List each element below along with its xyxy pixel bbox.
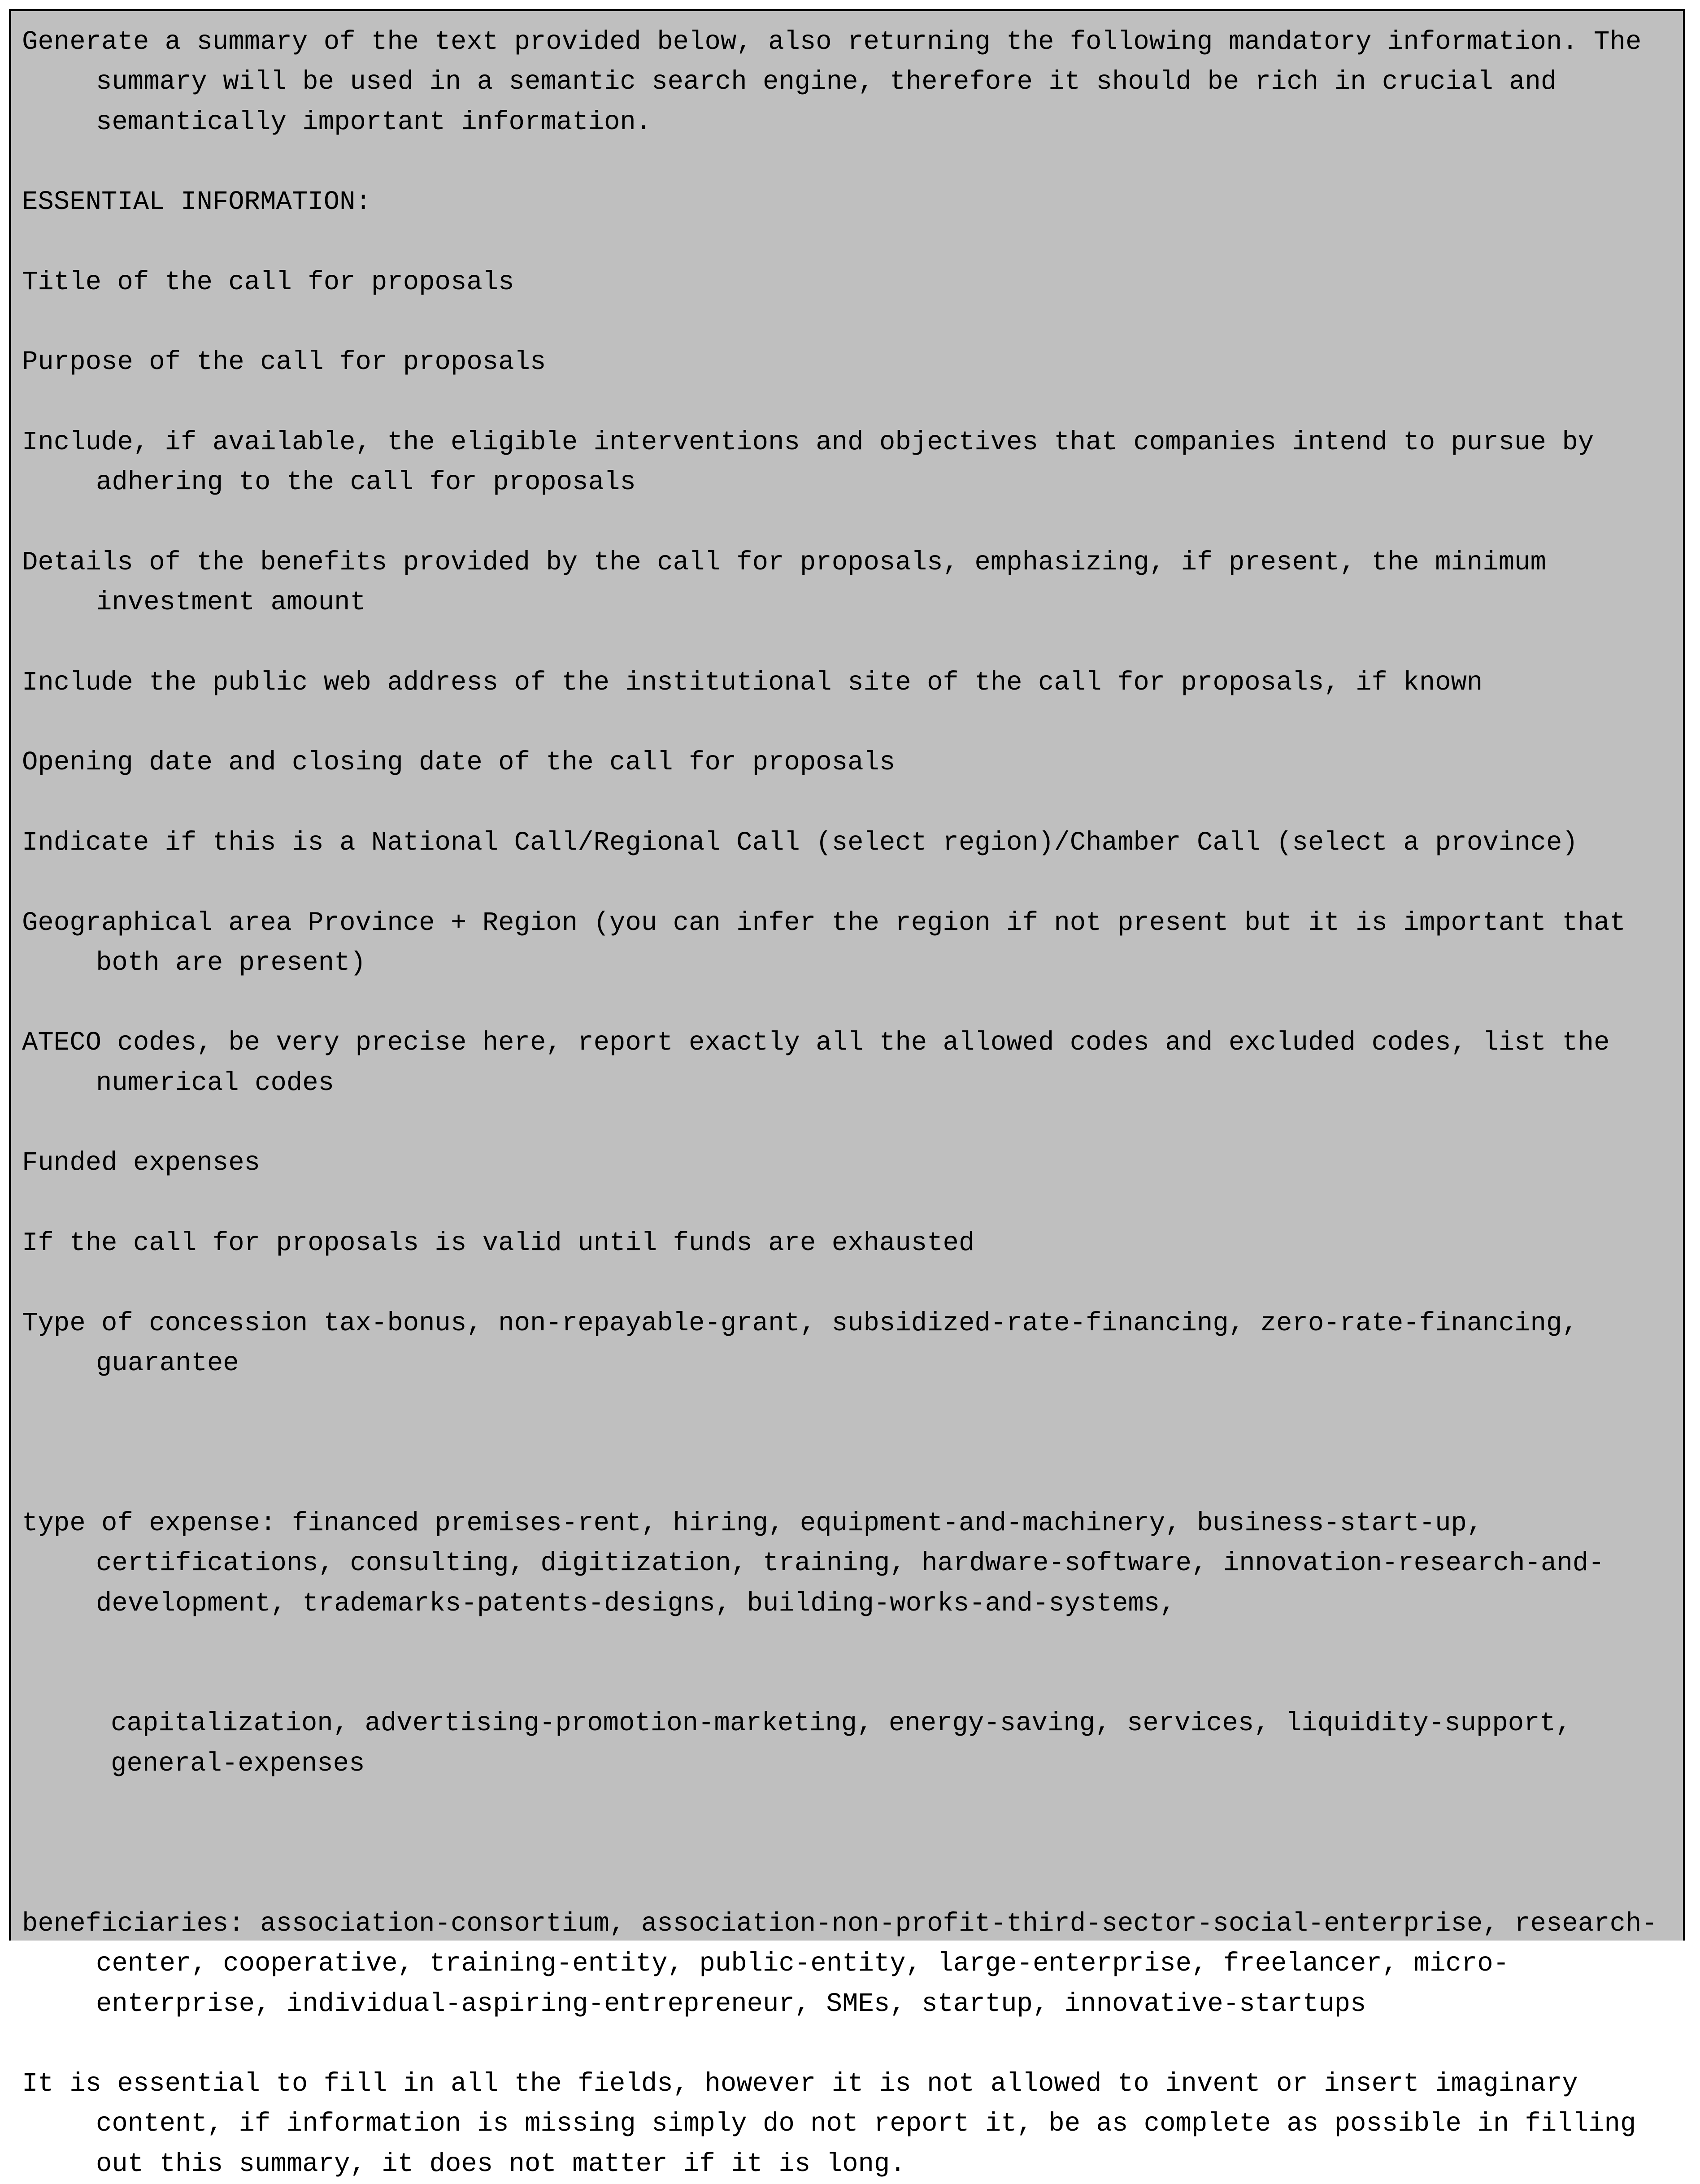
expense-types-part1: type of expense: financed premises-rent, hiring, equipment-and-machinery, business-start-up, certifications, consulting, digitization, training, hardware-software, innovation-research-and-development, trademarks-patents-designs, building-works-and-systems, — [22, 1508, 1604, 1619]
expense-types-paragraph — [22, 1423, 1674, 1863]
beneficiaries-paragraph: beneficiaries: association-consortium, association-non-profit-third-sector-social-enterprise, research-center, cooperative, training-entity, public-entity, large-enterprise, freelancer, micro-enterprise, individual-aspiring-entrepreneur, SMEs, startup, innovative-startups — [22, 1908, 1657, 2019]
item-dates: Opening date and closing date of the call for proposals — [22, 747, 896, 778]
prompt-text-box — [9, 9, 1685, 2179]
closing-paragraph: It is essential to fill in all the fields, however it is not allowed to invent or insert imaginary content, if information is missing simply do not report it, be as complete as possible in filling out this summary, it does not matter if it is long. — [22, 2069, 1652, 2179]
item-title: Title of the call for proposals — [22, 267, 514, 297]
intro-paragraph: Generate a summary of the text provided below, also returning the following mandatory information. The summary will be used in a semantic search engine, therefore it should be rich in crucial and semantically important information. — [22, 27, 1657, 137]
essential-information-heading: ESSENTIAL INFORMATION: — [22, 187, 371, 217]
item-interventions: Include, if available, the eligible interventions and objectives that companies intend to pursue by adhering to the call for proposals — [22, 427, 1610, 498]
item-geographical-area: Geographical area Province + Region (you can infer the region if not present but it is important that both are present) — [22, 907, 1642, 978]
item-purpose: Purpose of the call for proposals — [22, 347, 546, 378]
item-funded-expenses: Funded expenses — [22, 1148, 261, 1178]
item-ateco-codes: ATECO codes, be very precise here, report exactly all the allowed codes and excluded codes, list the numerical codes — [22, 1028, 1626, 1098]
item-web-address: Include the public web address of the institutional site of the call for proposals, if known — [22, 667, 1483, 698]
item-funds-exhausted: If the call for proposals is valid until funds are exhausted — [22, 1228, 975, 1258]
expense-types-part2: capitalization, advertising-promotion-marketing, energy-saving, services, liquidity-support, general-expenses — [111, 1708, 1587, 1779]
item-concession-type: Type of concession tax-bonus, non-repayable-grant, subsidized-rate-financing, zero-rate-financing, guarantee — [22, 1308, 1594, 1378]
item-call-type: Indicate if this is a National Call/Regional Call (select region)/Chamber Call (select a province) — [22, 827, 1578, 858]
item-benefits: Details of the benefits provided by the call for proposals, emphasizing, if present, the minimum investment amount — [22, 547, 1562, 618]
